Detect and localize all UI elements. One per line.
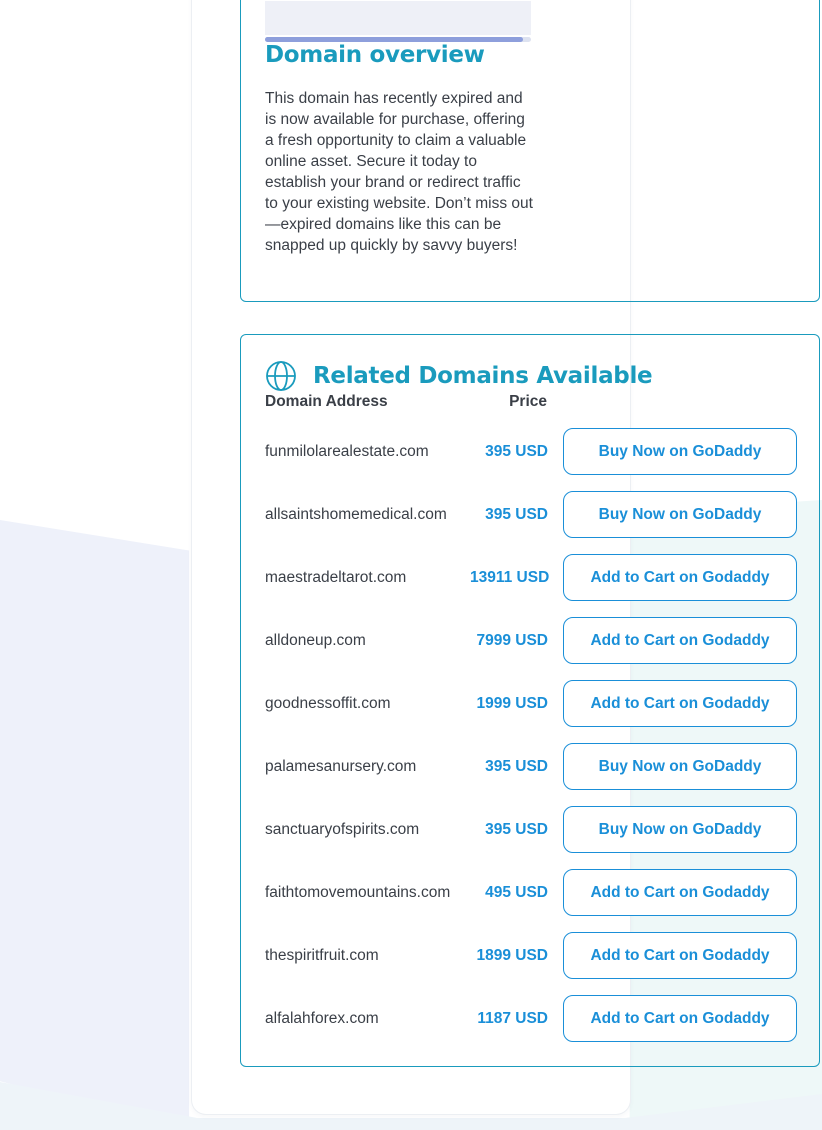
table-header: [265, 393, 550, 413]
domain-name: palamesanursery.com: [265, 757, 417, 775]
domain-name: thespiritfruit.com: [265, 946, 379, 964]
domain-price: 395 USD: [485, 757, 548, 775]
add-to-cart-button[interactable]: Add to Cart on Godaddy: [563, 680, 797, 727]
domain-price: 495 USD: [485, 883, 548, 901]
column-header-price: Price: [509, 393, 547, 410]
domain-row: [265, 491, 799, 538]
related-domains-title: Related Domains Available: [313, 363, 653, 389]
domain-row: [265, 806, 799, 853]
domain-name: alldoneup.com: [265, 631, 366, 649]
domain-row: [265, 554, 799, 601]
add-to-cart-button[interactable]: Add to Cart on Godaddy: [563, 617, 797, 664]
domain-row: [265, 617, 799, 664]
domain-row: [265, 995, 799, 1042]
domain-price: 1187 USD: [477, 1009, 548, 1027]
domain-price: 7999 USD: [476, 631, 548, 649]
domain-row: [265, 680, 799, 727]
domain-price: 13911 USD: [470, 568, 550, 586]
related-domains-header: [265, 359, 652, 393]
domain-price: 1899 USD: [476, 946, 548, 964]
domain-row: [265, 743, 799, 790]
buy-now-button[interactable]: Buy Now on GoDaddy: [563, 743, 797, 790]
buy-now-button[interactable]: Buy Now on GoDaddy: [563, 806, 797, 853]
add-to-cart-button[interactable]: Add to Cart on Godaddy: [563, 932, 797, 979]
domain-price: 395 USD: [485, 505, 548, 523]
domain-price: 395 USD: [485, 442, 548, 460]
domain-name: funmilolarealestate.com: [265, 442, 429, 460]
globe-icon: [265, 360, 297, 392]
domain-row: [265, 428, 799, 475]
column-header-domain: Domain Address: [265, 393, 388, 410]
domain-price: 395 USD: [485, 820, 548, 838]
buy-now-button[interactable]: Buy Now on GoDaddy: [563, 491, 797, 538]
domain-row: [265, 932, 799, 979]
domain-overview-card: [240, 0, 820, 302]
related-domains-card: [240, 334, 820, 1067]
add-to-cart-button[interactable]: Add to Cart on Godaddy: [563, 554, 797, 601]
overview-title: Domain overview: [265, 42, 485, 68]
domain-name: alfalahforex.com: [265, 1009, 379, 1027]
domain-name: faithtomovemountains.com: [265, 883, 451, 901]
overview-description: This domain has recently expired and is now available for purchase, offering a fresh opportunity to claim a valuable online asset. Secure it today to establish your brand or redirect traffic to your existing website. Don’t miss out—expired domains like this can be snapped up quickly by savvy buyers!: [265, 90, 533, 254]
domain-row: [265, 869, 799, 916]
domain-name: sanctuaryofspirits.com: [265, 820, 420, 838]
domain-name: allsaintshomemedical.com: [265, 505, 447, 523]
buy-now-button[interactable]: Buy Now on GoDaddy: [563, 428, 797, 475]
domain-list: [265, 428, 799, 1058]
domain-price: 1999 USD: [476, 694, 548, 712]
domain-image-placeholder: [265, 1, 531, 35]
domain-name: maestradeltarot.com: [265, 568, 407, 586]
add-to-cart-button[interactable]: Add to Cart on Godaddy: [563, 869, 797, 916]
domain-name: goodnessoffit.com: [265, 694, 391, 712]
add-to-cart-button[interactable]: Add to Cart on Godaddy: [563, 995, 797, 1042]
